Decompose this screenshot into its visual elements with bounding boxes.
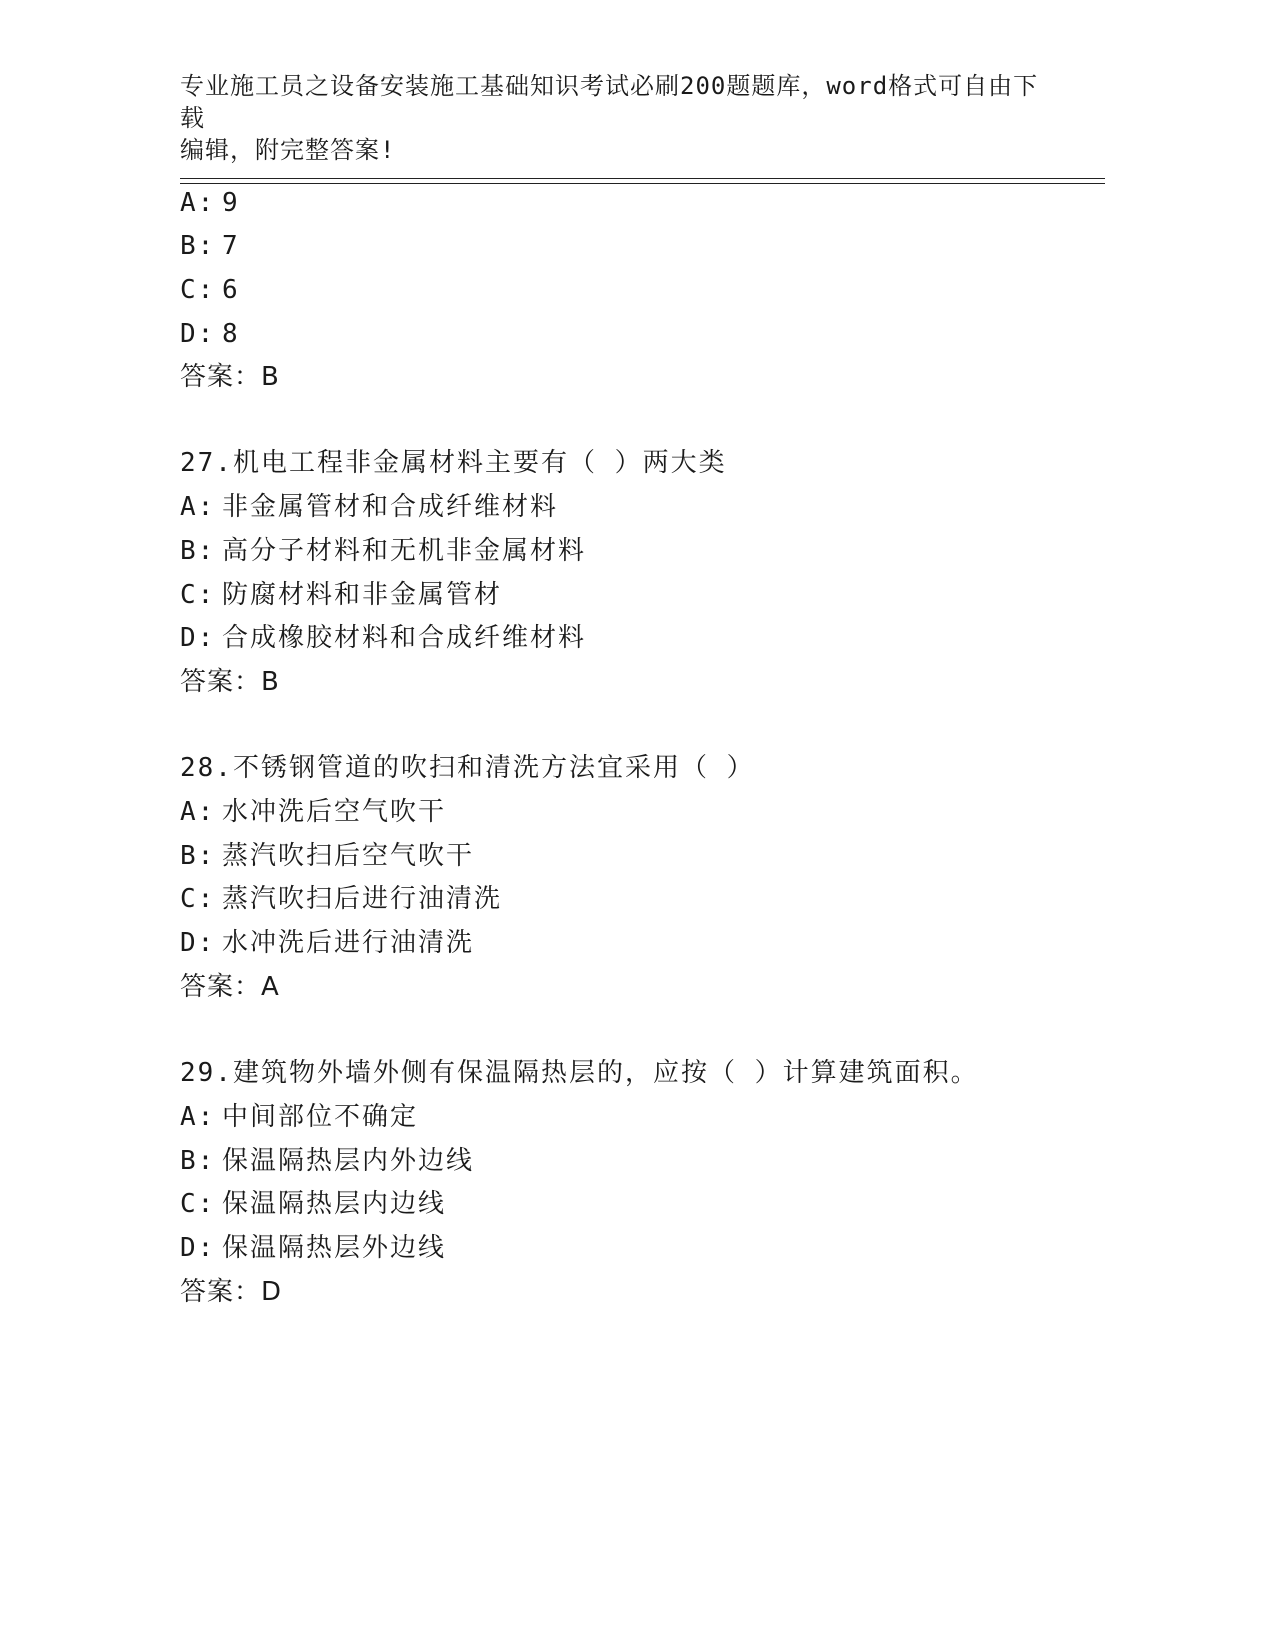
option-letter: A:: [180, 492, 216, 522]
option-a: [180, 794, 446, 830]
option-text: 蒸汽吹扫后进行油清洗: [222, 884, 503, 914]
option-text: 保温隔热层外边线: [222, 1233, 447, 1263]
answer: 答案：B: [180, 362, 280, 392]
option-b: [180, 1143, 474, 1179]
option-d: [180, 1230, 446, 1266]
option-text: 中间部位不确定: [222, 1102, 419, 1132]
option-letter: D:: [180, 1233, 216, 1263]
option-c: [180, 881, 502, 917]
option-b: [180, 838, 474, 874]
option-letter: A:: [180, 797, 216, 827]
option-a: [180, 185, 240, 221]
option-text: 7: [222, 231, 240, 261]
option-text: 非金属管材和合成纤维材料: [222, 492, 559, 522]
header-divider: [180, 178, 1105, 184]
option-d: [180, 925, 474, 961]
header-line-2: 编辑，附完整答案!: [180, 136, 396, 164]
option-letter: D:: [180, 928, 216, 958]
header-line-1: 专业施工员之设备安装施工基础知识考试必刷200题题库，word格式可自由下载: [180, 72, 1039, 132]
option-letter: C:: [180, 580, 216, 610]
answer: 答案：D: [180, 1277, 283, 1307]
option-letter: A:: [180, 1102, 216, 1132]
option-text: 水冲洗后进行油清洗: [222, 928, 475, 958]
option-c: [180, 1186, 446, 1222]
option-letter: B:: [180, 231, 216, 261]
option-letter: D:: [180, 623, 216, 653]
option-text: 蒸汽吹扫后空气吹干: [222, 841, 475, 871]
option-d: [180, 316, 240, 352]
option-text: 水冲洗后空气吹干: [222, 797, 447, 827]
option-letter: D:: [180, 319, 216, 349]
option-text: 6: [222, 275, 240, 305]
option-letter: C:: [180, 1189, 216, 1219]
document-header: [180, 70, 1060, 166]
option-c: [180, 272, 240, 308]
option-d: [180, 620, 586, 656]
option-letter: A:: [180, 188, 216, 218]
option-b: [180, 228, 240, 264]
option-text: 9: [222, 188, 240, 218]
option-c: [180, 577, 502, 613]
answer: 答案：A: [180, 972, 280, 1002]
option-letter: B:: [180, 536, 216, 566]
option-text: 高分子材料和无机非金属材料: [222, 536, 587, 566]
option-letter: C:: [180, 884, 216, 914]
option-letter: B:: [180, 841, 216, 871]
question-title: 28.不锈钢管道的吹扫和清洗方法宜采用（ ）: [180, 753, 755, 783]
option-a: [180, 489, 558, 525]
option-a: [180, 1099, 418, 1135]
question-title: 29.建筑物外墙外侧有保温隔热层的，应按（ ）计算建筑面积。: [180, 1058, 979, 1088]
option-letter: C:: [180, 275, 216, 305]
option-letter: B:: [180, 1146, 216, 1176]
option-text: 防腐材料和非金属管材: [222, 580, 503, 610]
option-text: 合成橡胶材料和合成纤维材料: [222, 623, 587, 653]
option-text: 保温隔热层内外边线: [222, 1146, 475, 1176]
option-text: 保温隔热层内边线: [222, 1189, 447, 1219]
option-b: [180, 533, 586, 569]
option-text: 8: [222, 319, 240, 349]
question-title: 27.机电工程非金属材料主要有（ ）两大类: [180, 448, 727, 478]
answer: 答案：B: [180, 667, 280, 697]
